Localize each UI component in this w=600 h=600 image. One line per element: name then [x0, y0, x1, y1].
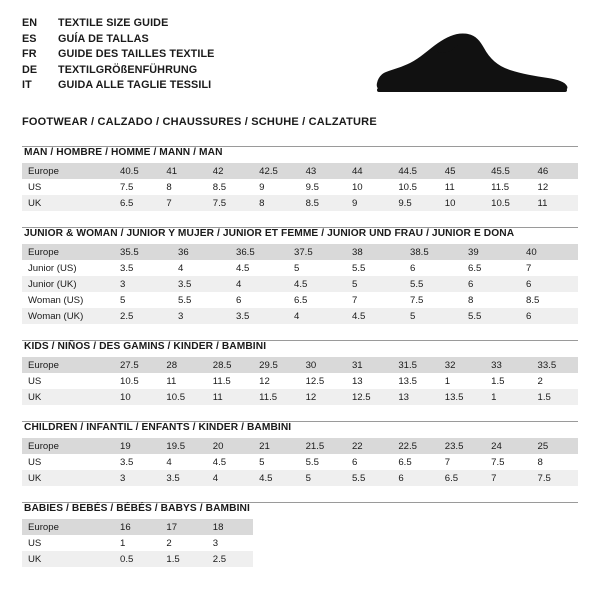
size-cell: 7.5 — [532, 470, 578, 486]
size-cell: 22.5 — [392, 438, 438, 454]
size-cell: 1 — [444, 375, 451, 387]
size-table — [22, 163, 578, 211]
size-cell — [485, 551, 531, 567]
size-cell: 10.5 — [485, 195, 531, 211]
size-cell: 11 — [532, 195, 578, 211]
language-title: GUÍA DE TALLAS — [58, 32, 149, 45]
size-cell — [532, 535, 578, 551]
size-cell: 5 — [300, 470, 346, 486]
size-section — [22, 146, 578, 211]
size-cell: 3.5 — [172, 276, 230, 292]
size-cell: 4 — [207, 470, 253, 486]
size-cell: 40 — [520, 244, 578, 260]
size-cell: 5 — [120, 294, 126, 306]
table-row — [22, 276, 578, 292]
size-cell: 13 — [351, 375, 363, 387]
size-cell: 33 — [485, 357, 531, 373]
language-title: TEXTILE SIZE GUIDE — [58, 17, 169, 29]
row-label: Europe — [22, 357, 114, 373]
size-cell: 5.5 — [305, 456, 319, 468]
size-cell: 3.5 — [230, 308, 288, 324]
size-cell — [439, 535, 485, 551]
size-cell: 19 — [114, 438, 160, 454]
size-cell — [485, 535, 531, 551]
size-cell: 3.5 — [160, 470, 206, 486]
size-cell: 24 — [485, 438, 531, 454]
row-label: UK — [22, 470, 114, 486]
row-label: UK — [22, 389, 114, 405]
size-cell: 7 — [160, 195, 206, 211]
size-cell: 5 — [259, 456, 265, 468]
size-cell: 12 — [259, 375, 270, 387]
size-cell: 6.5 — [468, 262, 482, 274]
row-label: US — [28, 181, 42, 193]
size-cell: 1.5 — [491, 375, 505, 387]
size-cell — [532, 551, 578, 567]
size-cell: 10.5 — [160, 389, 206, 405]
size-cell: 7 — [352, 294, 358, 306]
size-cell: 31 — [346, 357, 392, 373]
table-row — [22, 454, 578, 470]
size-cell — [485, 519, 531, 535]
table-row — [22, 260, 578, 276]
size-cell: 38 — [346, 244, 404, 260]
size-cell — [439, 519, 485, 535]
size-cell: 36 — [172, 244, 230, 260]
size-cell: 5.5 — [346, 470, 392, 486]
size-cell: 5 — [404, 308, 462, 324]
size-cell: 29.5 — [253, 357, 299, 373]
size-cell: 21 — [253, 438, 299, 454]
size-cell — [392, 551, 438, 567]
size-cell — [346, 535, 392, 551]
size-table — [22, 357, 578, 405]
language-code: EN — [22, 17, 38, 29]
size-cell: 10 — [439, 195, 485, 211]
size-cell: 20 — [207, 438, 253, 454]
table-row — [22, 438, 578, 454]
size-cell: 45 — [439, 163, 485, 179]
size-cell: 7.5 — [491, 456, 505, 468]
size-cell: 18 — [207, 519, 253, 535]
size-cell: 5.5 — [462, 308, 520, 324]
size-cell — [392, 519, 438, 535]
size-cell: 4 — [178, 262, 184, 274]
row-label: Europe — [22, 519, 114, 535]
size-cell: 40.5 — [114, 163, 160, 179]
table-row — [22, 470, 578, 486]
size-cell: 42.5 — [253, 163, 299, 179]
size-cell: 2.5 — [207, 551, 253, 567]
size-cell: 5.5 — [352, 262, 366, 274]
size-cell — [300, 535, 346, 551]
row-label: Junior (US) — [28, 262, 77, 274]
size-cell: 6 — [392, 470, 438, 486]
size-cell: 4 — [230, 276, 288, 292]
size-cell: 6.5 — [114, 195, 160, 211]
size-section — [22, 340, 578, 405]
table-row — [22, 163, 578, 179]
language-title: TEXTILGRÖßENFÜHRUNG — [58, 63, 198, 76]
size-table — [22, 244, 578, 324]
size-cell: 7.5 — [120, 181, 134, 193]
size-cell: 4.5 — [236, 262, 250, 274]
row-label: Europe — [22, 244, 114, 260]
size-cell: 7 — [485, 470, 531, 486]
size-cell: 11 — [444, 181, 455, 193]
row-label: Woman (US) — [28, 294, 84, 306]
row-label: Junior (UK) — [22, 276, 114, 292]
language-code: IT — [22, 79, 32, 91]
size-cell: 5.5 — [404, 276, 462, 292]
size-cell — [300, 551, 346, 567]
size-cell: 4.5 — [253, 470, 299, 486]
size-cell — [253, 551, 299, 567]
size-cell: 35.5 — [114, 244, 172, 260]
size-cell: 7 — [444, 456, 451, 468]
size-cell: 28 — [160, 357, 206, 373]
table-row — [22, 308, 578, 324]
row-label: Europe — [22, 438, 114, 454]
size-section — [22, 502, 578, 567]
size-cell: 33.5 — [532, 357, 578, 373]
header — [22, 16, 578, 102]
size-cell: 19.5 — [160, 438, 206, 454]
size-cell: 42 — [207, 163, 253, 179]
size-cell: 32 — [439, 357, 485, 373]
size-cell: 10.5 — [120, 375, 139, 387]
size-section — [22, 227, 578, 324]
size-cell: 31.5 — [392, 357, 438, 373]
size-cell: 37.5 — [288, 244, 346, 260]
row-label: Europe — [22, 163, 114, 179]
size-cell: 8 — [166, 181, 172, 193]
row-label: Woman (UK) — [22, 308, 114, 324]
size-cell: 4 — [166, 456, 172, 468]
table-row — [22, 519, 578, 535]
size-cell: 22 — [346, 438, 392, 454]
table-row — [22, 179, 578, 195]
size-cell: 8.5 — [212, 181, 227, 193]
size-cell: 8.5 — [526, 294, 540, 306]
size-cell: 41 — [160, 163, 206, 179]
size-cell: 45.5 — [485, 163, 531, 179]
size-cell: 4.5 — [288, 276, 346, 292]
size-cell: 38.5 — [404, 244, 462, 260]
size-cell: 3 — [114, 470, 160, 486]
size-cell: 9.5 — [305, 181, 319, 193]
size-cell: 4 — [288, 308, 346, 324]
size-cell: 13 — [392, 389, 438, 405]
size-cell: 17 — [160, 519, 206, 535]
size-cell: 3.5 — [120, 262, 134, 274]
size-cell: 36.5 — [230, 244, 288, 260]
table-row — [22, 357, 578, 373]
size-cell: 6 — [410, 262, 416, 274]
size-cell — [439, 551, 485, 567]
table-row — [22, 292, 578, 308]
size-cell: 11.5 — [491, 181, 510, 193]
size-cell: 13.5 — [439, 389, 485, 405]
size-cell: 2.5 — [114, 308, 172, 324]
row-label: US — [28, 375, 42, 387]
size-cell: 10 — [114, 389, 160, 405]
size-cell: 13.5 — [398, 375, 418, 387]
table-row — [22, 535, 578, 551]
size-cell: 11.5 — [253, 389, 299, 405]
size-cell — [300, 519, 346, 535]
section-title: BABIES / BEBÉS / BÉBÉS / BABYS / BAMBINI — [24, 503, 250, 514]
size-cell: 8 — [537, 456, 543, 468]
size-cell: 3 — [212, 537, 219, 549]
table-row — [22, 244, 578, 260]
size-table — [22, 519, 578, 567]
size-cell: 7.5 — [410, 294, 424, 306]
size-cell: 1.5 — [160, 551, 206, 567]
size-cell: 6 — [236, 294, 242, 306]
size-cell: 23.5 — [439, 438, 485, 454]
size-cell: 7.5 — [207, 195, 253, 211]
size-cell: 4.5 — [346, 308, 404, 324]
size-cell: 1.5 — [532, 389, 578, 405]
language-title: GUIDE DES TAILLES TEXTILE — [58, 48, 215, 60]
size-cell: 43 — [300, 163, 346, 179]
table-row — [22, 195, 578, 211]
size-cell: 1 — [485, 389, 531, 405]
size-cell: 9.5 — [392, 195, 438, 211]
size-cell: 12 — [300, 389, 346, 405]
section-title: MAN / HOMBRE / HOMME / MANN / MAN — [24, 147, 223, 158]
size-cell: 10.5 — [398, 181, 418, 193]
size-cell: 12 — [537, 181, 549, 193]
size-cell: 2 — [537, 375, 543, 387]
size-cell: 39 — [462, 244, 520, 260]
size-cell — [532, 519, 578, 535]
table-row — [22, 389, 578, 405]
size-cell: 3.5 — [120, 456, 134, 468]
size-cell — [346, 551, 392, 567]
size-cell: 10 — [351, 181, 363, 193]
size-cell: 21.5 — [300, 438, 346, 454]
size-cell: 6 — [351, 456, 358, 468]
size-cell: 6.5 — [294, 294, 308, 306]
size-cell: 11 — [207, 389, 253, 405]
section-title: KIDS / NIÑOS / DES GAMINS / KINDER / BAMBINI — [24, 341, 267, 352]
size-cell: 30 — [300, 357, 346, 373]
dress-shoe-icon — [372, 28, 572, 100]
size-cell: 6 — [462, 276, 520, 292]
size-cell: 6.5 — [398, 456, 412, 468]
size-cell: 11 — [166, 375, 177, 387]
size-cell: 46 — [532, 163, 578, 179]
size-cell: 5.5 — [178, 294, 192, 306]
size-cell: 1 — [120, 537, 126, 549]
size-cell: 12.5 — [346, 389, 392, 405]
size-cell: 12.5 — [305, 375, 325, 387]
table-row — [22, 373, 578, 389]
language-code: DE — [22, 63, 38, 76]
size-cell: 6 — [520, 308, 578, 324]
size-cell — [253, 519, 299, 535]
size-cell: 28.5 — [207, 357, 253, 373]
size-cell: 27.5 — [114, 357, 160, 373]
size-cell — [253, 535, 299, 551]
language-title: GUIDA ALLE TAGLIE TESSILI — [58, 79, 212, 91]
size-cell: 4.5 — [212, 456, 227, 468]
language-code: FR — [22, 48, 37, 60]
size-cell: 8 — [253, 195, 299, 211]
page-subtitle: FOOTWEAR / CALZADO / CHAUSSURES / SCHUHE / CALZATURE — [22, 116, 377, 128]
section-title: JUNIOR & WOMAN / JUNIOR Y MUJER / JUNIOR ET FEMME / JUNIOR UND FRAU / JUNIOR E DONA — [24, 228, 515, 239]
size-cell: 5 — [294, 262, 300, 274]
size-cell — [346, 519, 392, 535]
row-label: US — [28, 456, 42, 468]
size-cell — [392, 535, 438, 551]
language-code: ES — [22, 32, 37, 45]
table-row — [22, 551, 578, 567]
size-cell: 25 — [532, 438, 578, 454]
size-cell: 44.5 — [392, 163, 438, 179]
size-section — [22, 421, 578, 486]
size-cell: 8 — [468, 294, 474, 306]
size-cell: 9 — [259, 181, 265, 193]
section-title: CHILDREN / INFANTIL / ENFANTS / KINDER / BAMBINI — [24, 422, 292, 433]
row-label: UK — [22, 195, 114, 211]
size-tables — [22, 146, 578, 567]
size-cell: 8.5 — [300, 195, 346, 211]
size-cell: 0.5 — [114, 551, 160, 567]
size-cell: 3 — [172, 308, 230, 324]
size-cell: 7 — [526, 262, 532, 274]
size-cell: 6.5 — [439, 470, 485, 486]
size-cell: 16 — [114, 519, 160, 535]
size-cell: 44 — [346, 163, 392, 179]
size-cell: 5 — [346, 276, 404, 292]
size-cell: 11.5 — [212, 375, 231, 387]
size-cell: 3 — [114, 276, 172, 292]
size-cell: 9 — [346, 195, 392, 211]
row-label: US — [28, 537, 42, 549]
row-label: UK — [22, 551, 114, 567]
size-table — [22, 438, 578, 486]
size-cell: 6 — [520, 276, 578, 292]
size-cell: 2 — [166, 537, 172, 549]
